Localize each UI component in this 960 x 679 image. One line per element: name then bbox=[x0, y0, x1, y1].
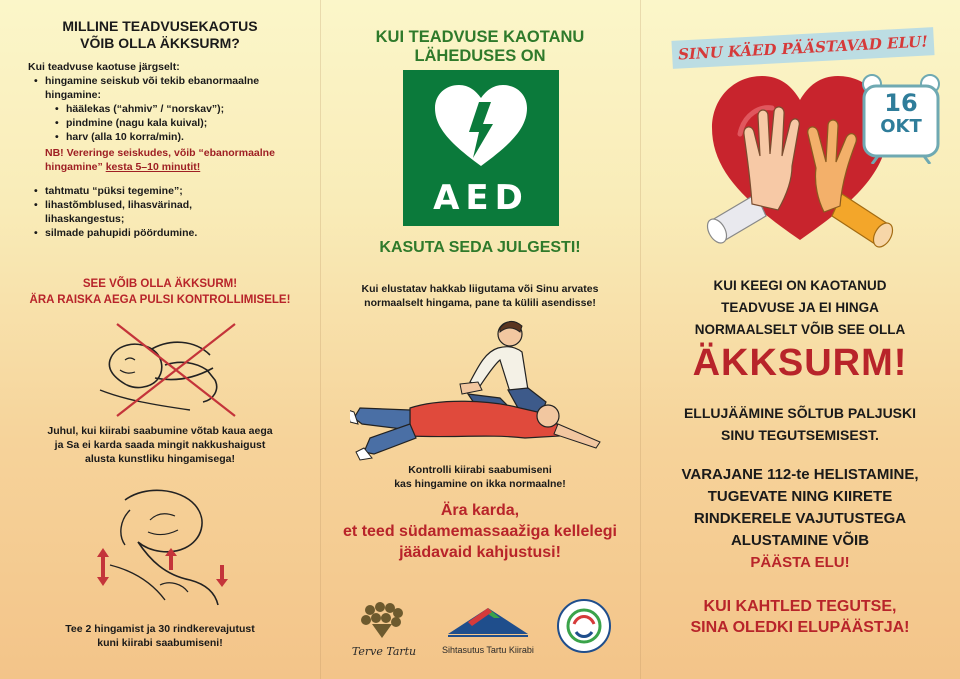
caption-line: Kui elustatav hakkab liigutama või Sinu arvates bbox=[361, 283, 599, 295]
aed-heading-line: KUI TEADVUSE KAOTANU bbox=[375, 28, 585, 46]
aed-sign bbox=[403, 70, 559, 226]
survival-line: ELLUJÄÄMINE SÕLTUB PALJUSKI bbox=[683, 405, 917, 421]
closing-line: KUI KAHTLED TEGUTSE, bbox=[703, 598, 897, 615]
rescue-breath-caption bbox=[0, 424, 320, 466]
event-month: OKT bbox=[880, 116, 922, 137]
sudden-death-heading: ÄKKSURM! bbox=[692, 342, 908, 384]
event-day: 16 bbox=[884, 89, 918, 117]
list-item: • häälekas (“ahmiv” / “norskav”); bbox=[55, 102, 294, 116]
clinic-seal-icon bbox=[556, 598, 612, 654]
action-line: VARAJANE 112-te HELISTAMINE, bbox=[681, 466, 919, 483]
action-line: RINDKERELE VAJUTUSTEGA bbox=[693, 510, 907, 527]
intro-line: TEADVUSE JA EI HINGA bbox=[721, 300, 879, 315]
tartu-kiirabi-logo bbox=[438, 604, 538, 656]
action-line: ALUSTAMINE VÕIB bbox=[730, 532, 870, 549]
nb-note bbox=[45, 146, 300, 174]
middle-panel bbox=[320, 0, 640, 679]
down-arrow-icon bbox=[216, 565, 228, 587]
aed-heading bbox=[320, 28, 640, 66]
rescue-breathing-illustration bbox=[90, 480, 240, 610]
action-line: TUGEVATE NING KIIRETE bbox=[707, 488, 893, 505]
intro-text: Kui teadvuse kaotuse järgselt: bbox=[28, 61, 180, 73]
warning-line: SEE VÕIB OLLA ÄKKSURM! bbox=[82, 278, 238, 290]
terve-tartu-logo bbox=[350, 600, 418, 656]
banner-text: SINU KÄED PÄÄSTAVAD ELU! bbox=[677, 32, 929, 64]
caption-line: Juhul, kui kiirabi saabumine võtab kaua aega bbox=[47, 425, 273, 437]
save-life-line: PÄÄSTA ELU! bbox=[750, 554, 850, 571]
pulse-check-illustration bbox=[95, 320, 245, 420]
title-line: MILLINE TEADVUSEKAOTUS bbox=[62, 18, 258, 34]
right-panel bbox=[640, 0, 960, 679]
intro-line: NORMAALSELT VÕIB SEE OLLA bbox=[694, 322, 906, 337]
title-line: VÕIB OLLA ÄKKSURM? bbox=[80, 35, 240, 51]
caption-line: Kontrolli kiirabi saabumiseni bbox=[408, 464, 552, 476]
list-item: • tahtmatu “püksi tegemine”; bbox=[34, 184, 313, 198]
list-item: • lihastõmblused, lihasvärinad, lihaskangestus; bbox=[34, 198, 264, 226]
cpr-caption bbox=[0, 622, 320, 650]
use-bravely-text: KASUTA SEDA JULGESTI! bbox=[379, 239, 581, 256]
caption-line: kas hingamine on ikka normaalne! bbox=[394, 478, 566, 490]
terve-tartu-label: Terve Tartu bbox=[351, 645, 417, 658]
caption-line: ja Sa ei karda saada mingit nakkushaigust bbox=[54, 439, 266, 451]
recovery-caption bbox=[320, 282, 640, 310]
intro-line: KUI KEEGI ON KAOTANUD bbox=[713, 278, 887, 293]
list-item: • silmade pahupidi pöördumine. bbox=[34, 226, 313, 240]
warning-block bbox=[0, 276, 320, 308]
action-paragraph bbox=[640, 464, 960, 574]
symptom-list bbox=[28, 60, 313, 240]
left-title bbox=[0, 18, 320, 52]
event-date bbox=[864, 90, 938, 138]
nb-note-emphasis: kesta 5–10 minutit! bbox=[105, 161, 201, 173]
survival-paragraph bbox=[640, 402, 960, 446]
nb-note-text: NB! Vereringe seiskudes, võib “ebanormaalne hingamine” bbox=[45, 147, 275, 173]
up-down-arrow-icon bbox=[96, 548, 110, 586]
caption-line: alusta kunstliku hingamisega! bbox=[85, 453, 235, 465]
terve-tartu-emblem-icon bbox=[350, 600, 418, 640]
closing-line: SINA OLEDKI ELUPÄÄSTJA! bbox=[690, 619, 910, 636]
left-panel bbox=[0, 0, 320, 679]
aed-label: AED bbox=[433, 178, 529, 218]
recovery-position-illustration bbox=[350, 312, 610, 462]
caption-line: Tee 2 hingamist ja 30 rindkerevajutust bbox=[65, 623, 255, 635]
dont-fear-line: Ära karda, bbox=[440, 502, 520, 519]
kiirabi-mountain-icon bbox=[438, 604, 538, 640]
heart-lightning-icon bbox=[431, 82, 531, 170]
tartu-kiirabi-label: Sihtasutus Tartu Kiirabi bbox=[442, 645, 534, 655]
caption-line: normaalselt hingama, pane ta külili asendisse! bbox=[364, 297, 596, 309]
tartu-university-clinic-logo bbox=[556, 598, 612, 658]
warning-line: ÄRA RAISKA AEGA PULSI KONTROLLIMISELE! bbox=[29, 294, 291, 306]
caption-line: kuni kiirabi saabumiseni! bbox=[97, 637, 223, 649]
list-item bbox=[34, 74, 294, 144]
dont-fear-text bbox=[320, 500, 640, 563]
list-item: • harv (alla 10 korra/min). bbox=[55, 130, 294, 144]
aed-heading-line: LÄHEDUSES ON bbox=[414, 47, 546, 65]
up-arrow-icon bbox=[165, 548, 177, 570]
intro-paragraph bbox=[640, 275, 960, 341]
closing-paragraph bbox=[640, 596, 960, 638]
list-item-text: hingamine seiskub või tekib ebanormaalne hingamine: bbox=[45, 75, 260, 101]
list-item: • pindmine (nagu kala kuival); bbox=[55, 116, 294, 130]
dont-fear-line: jäädavaid kahjustusi! bbox=[399, 544, 561, 561]
dont-fear-line: et teed südamemassaažiga kellelegi bbox=[343, 523, 617, 540]
survival-line: SINU TEGUTSEMISEST. bbox=[721, 427, 879, 443]
check-breathing-caption bbox=[320, 463, 640, 491]
